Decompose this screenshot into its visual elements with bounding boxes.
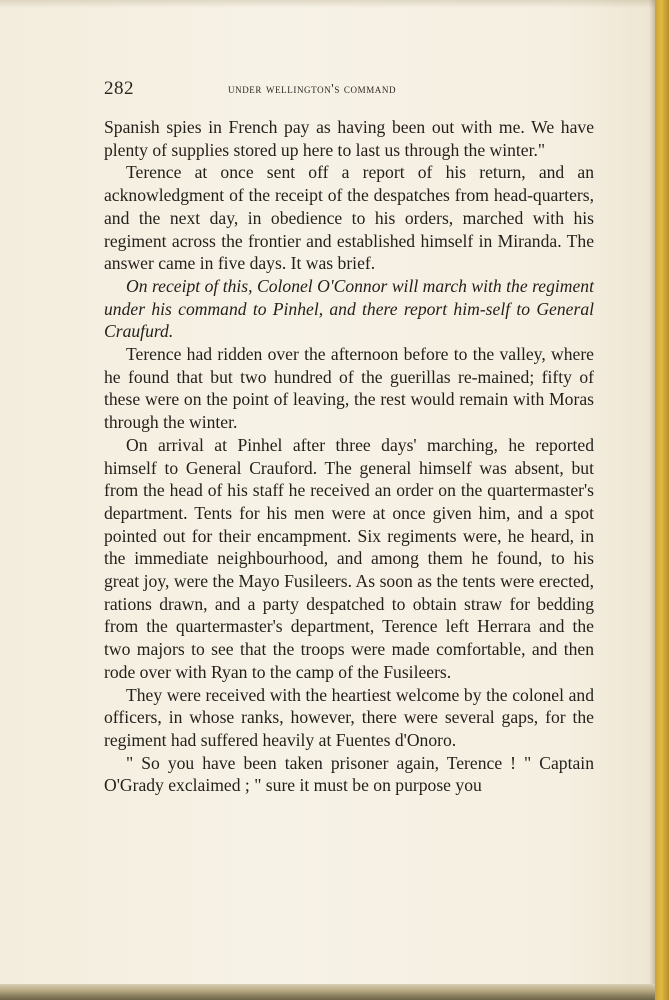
paragraph: Terence had ridden over the afternoon before to the valley, where he found that but two hundred of the guerillas re-mained; fifty of these were on the point of leaving, the rest would remain with Moras through the winter. — [104, 344, 594, 433]
paragraph: " So you have been taken prisoner again, Terence ! " Captain O'Grady exclaimed ; " sure it must be on purpose you — [104, 752, 594, 796]
paragraph: On arrival at Pinhel after three days' marching, he reported himself to General Crauford. The general himself was absent, but from the head of his staff he received an order on the quartermaster's department. Tents for his men were at once given him, and a spot pointed out for their encampment. Six regiments were, he heard, in the immediate neighbourhood, and among them he found, to his great joy, were the Mayo Fusileers. As soon as the tents were erected, rations drawn, and a party despatched to obtain straw for bedding from the quartermaster's department, Terence left Herrara and the two majors to see that the troops were made comfortable, and then rode over with Ryan to the camp of the Fusileers. — [104, 434, 594, 682]
paragraph-despatch-italic: On receipt of this, Colonel O'Connor will march with the regiment under his command to Pinhel, and there report him-self to General Craufurd. — [104, 275, 594, 342]
paragraph: Spanish spies in French pay as having been out with me. We have plenty of supplies stored up here to last us through the winter." — [104, 117, 594, 160]
page-number: 282 — [104, 78, 134, 99]
running-head: under wellington's command — [228, 81, 397, 96]
paragraph: Terence at once sent off a report of his return, and an acknowledgment of the receipt of the despatches from head-quarters, and the next day, in obedience to his orders, marched with his regiment across the frontier and established himself in Miranda. The answer came in five days. It was brief. — [104, 162, 594, 274]
paragraph: They were received with the heartiest welcome by the colonel and officers, in whose ranks, however, there were several gaps, for the regiment had suffered heavily at Fuentes d'Onoro. — [104, 684, 594, 750]
body-text — [104, 116, 594, 797]
bottom-page-edge — [0, 984, 655, 1000]
top-shadow — [0, 0, 669, 8]
page-header — [104, 78, 594, 104]
gilt-page-edge — [655, 0, 669, 1000]
